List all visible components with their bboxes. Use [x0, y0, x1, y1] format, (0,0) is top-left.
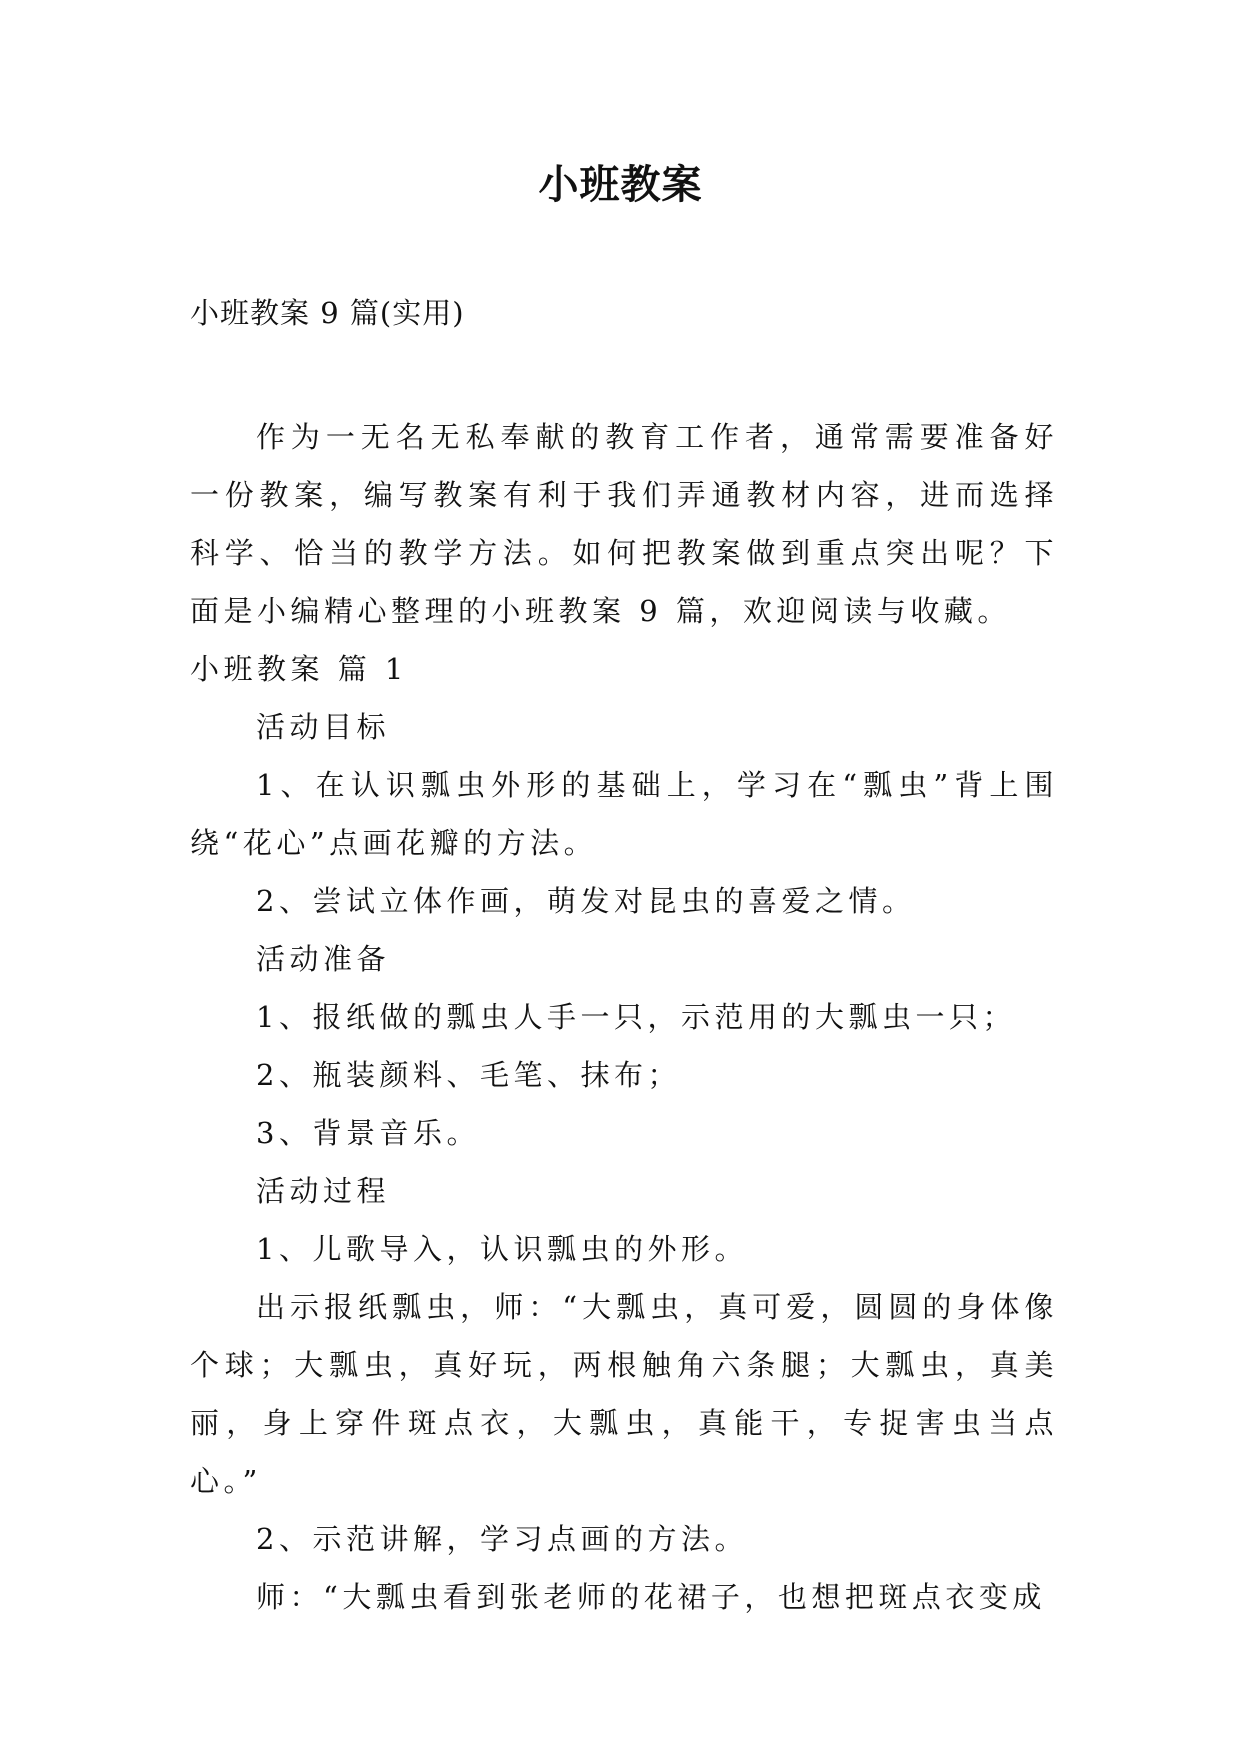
- list-item: 1、在认识瓢虫外形的基础上，学习在“瓢虫”背上围绕“花心”点画花瓣的方法。: [190, 768, 1058, 860]
- document-title: 小班教案: [538, 161, 703, 208]
- list-item: 3、背景音乐。: [256, 1116, 480, 1150]
- body-paragraph: 出示报纸瓢虫，师：“大瓢虫，真可爱，圆圆的身体像个球；大瓢虫，真好玩，两根触角六条腿；大瓢虫，真美丽，身上穿件斑点衣，大瓢虫，真能干，专捉害虫当点心。”: [190, 1290, 1058, 1498]
- document-body: [190, 408, 1058, 1626]
- list-item: 2、示范讲解，学习点画的方法。: [256, 1522, 748, 1556]
- list-item: 1、儿歌导入，认识瓢虫的外形。: [256, 1232, 748, 1266]
- document-subtitle: 小班教案 9 篇(实用): [190, 296, 465, 330]
- list-item: 2、尝试立体作画，萌发对昆虫的喜爱之情。: [256, 884, 916, 918]
- list-item: 1、报纸做的瓢虫人手一只，示范用的大瓢虫一只；: [256, 1000, 1016, 1034]
- body-paragraph: 师：“大瓢虫看到张老师的花裙子，也想把斑点衣变成: [256, 1580, 1046, 1614]
- list-item: 2、瓶装颜料、毛笔、抹布；: [256, 1058, 681, 1092]
- subsection-heading: 活动过程: [256, 1174, 391, 1208]
- intro-paragraph: 作为一无名无私奉献的教育工作者，通常需要准备好一份教案，编写教案有利于我们弄通教材内容，进而选择科学、恰当的教学方法。如何把教案做到重点突出呢？下面是小编精心整理的小班教案 9 篇，欢迎阅读与收藏。: [190, 420, 1058, 628]
- subsection-heading: 活动目标: [256, 710, 391, 744]
- section-heading: 小班教案 篇 1: [190, 652, 408, 686]
- subsection-heading: 活动准备: [256, 942, 391, 976]
